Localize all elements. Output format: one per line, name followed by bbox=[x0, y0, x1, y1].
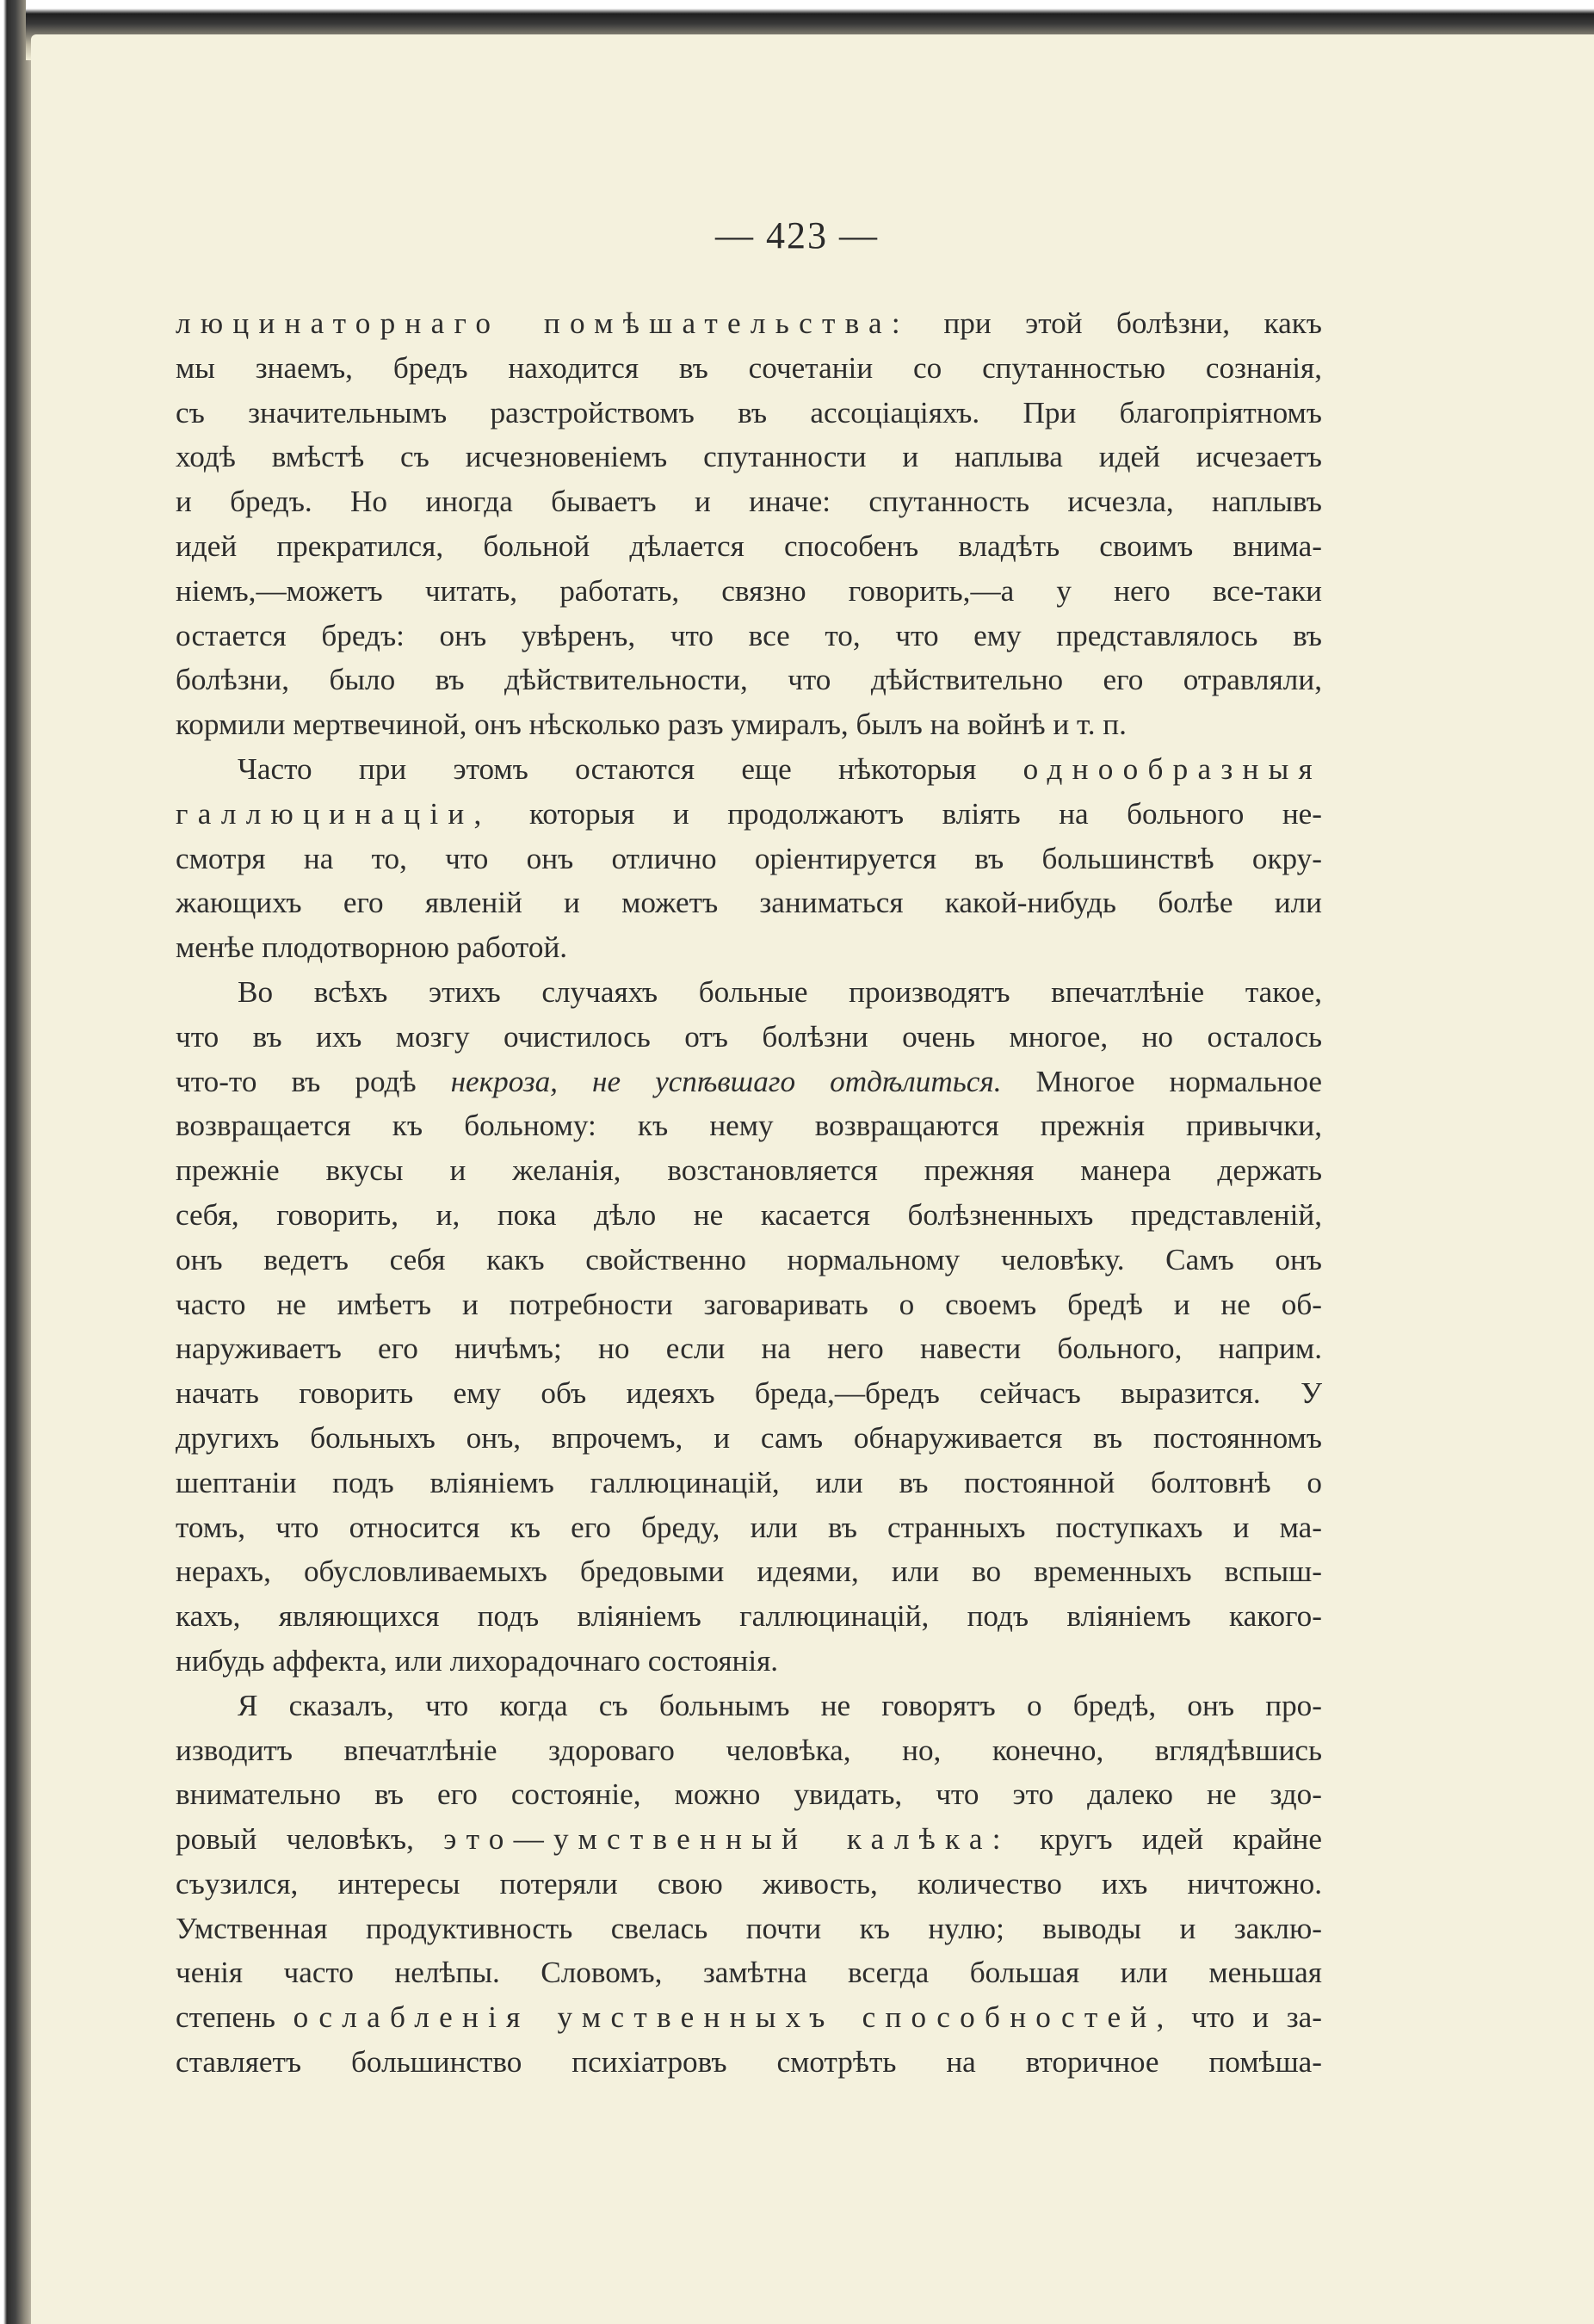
text-line bbox=[176, 1995, 1322, 2040]
spaced-emphasis: галлюцинаціи, bbox=[176, 796, 491, 831]
text-line bbox=[176, 1862, 1322, 1907]
text-run: съузился, интересы потеряли свою живость, количество ихъ ничтожно. bbox=[176, 1866, 1322, 1901]
text-line bbox=[176, 1238, 1322, 1283]
text-line bbox=[176, 1060, 1322, 1104]
text-line bbox=[176, 1772, 1322, 1817]
text-run: прежніе вкусы и желанія, возстановляется прежняя манера держать bbox=[176, 1153, 1322, 1188]
text-line bbox=[176, 1015, 1322, 1060]
text-line bbox=[176, 1684, 1322, 1728]
text-run: что въ ихъ мозгу очистилось отъ болѣзни очень многое, но осталось bbox=[176, 1019, 1322, 1054]
text-line bbox=[176, 435, 1322, 479]
text-run: шептаніи подъ вліяніемъ галлюцинацій, или въ постоянной болтовнѣ о bbox=[176, 1465, 1322, 1499]
text-line bbox=[176, 1148, 1322, 1193]
text-run: изводитъ впечатлѣніе здороваго человѣка, но, конечно, вглядѣвшись bbox=[176, 1733, 1322, 1767]
text-run: ставляетъ большинство психіатровъ смотрѣть на вторичное помѣша- bbox=[176, 2045, 1322, 2080]
text-run: ровый человѣкъ, bbox=[176, 1822, 444, 1857]
text-line bbox=[176, 658, 1322, 702]
text-run: Умственная продуктивность свелась почти къ нулю; выводы и заклю- bbox=[176, 1911, 1322, 1945]
text-run: возвращается къ больному: къ нему возвращаются прежнія привычки, bbox=[176, 1109, 1322, 1143]
text-line bbox=[176, 1817, 1322, 1862]
text-run: при этой болѣзни, какъ bbox=[909, 306, 1322, 340]
italic-phrase: некроза, не успѣвшаго отдѣлиться. bbox=[450, 1064, 1002, 1098]
book-spine-shadow bbox=[0, 0, 34, 2324]
text-run: Часто при этомъ остаются еще нѣкоторыя bbox=[238, 751, 1023, 786]
text-run: Во всѣхъ этихъ случаяхъ больные производятъ впечатлѣніе такое, bbox=[238, 974, 1322, 1009]
text-run: менѣе плодотворною работой. bbox=[176, 930, 568, 965]
text-line bbox=[176, 1907, 1322, 1951]
text-run: что-то въ родѣ bbox=[176, 1064, 451, 1098]
text-line bbox=[176, 569, 1322, 614]
text-run: мы знаемъ, бредъ находится въ сочетаніи со спутанностью сознанія, bbox=[176, 350, 1322, 385]
text-line bbox=[176, 1950, 1322, 1995]
text-line bbox=[176, 391, 1322, 436]
text-run: себя, говорить, и, пока дѣло не касается болѣзненныхъ представленій, bbox=[176, 1197, 1322, 1232]
text-line bbox=[176, 1416, 1322, 1461]
text-run: ченія часто нелѣпы. Словомъ, замѣтна всегда большая или меньшая bbox=[176, 1956, 1322, 1990]
text-run: другихъ больныхъ онъ, впрочемъ, и самъ обнаруживается въ постоянномъ bbox=[176, 1420, 1322, 1455]
text-run: болѣзни, было въ дѣйствительности, что дѣйствительно его отравляли, bbox=[176, 663, 1322, 697]
text-line bbox=[176, 1103, 1322, 1148]
text-run: степень bbox=[176, 2000, 293, 2035]
text-line bbox=[176, 301, 1322, 346]
text-run: внимательно въ его состояніе, можно увидать, что это далеко не здо- bbox=[176, 1777, 1322, 1812]
text-line bbox=[176, 1505, 1322, 1550]
text-run: Многое нормальное bbox=[1001, 1064, 1322, 1098]
text-run: начать говорить ему объ идеяхъ бреда,—бредъ сейчасъ выразится. У bbox=[176, 1376, 1322, 1411]
text-line bbox=[176, 702, 1322, 747]
text-line bbox=[176, 614, 1322, 658]
text-line bbox=[176, 925, 1322, 970]
text-run: которыя и продолжаютъ вліять на больного не- bbox=[491, 796, 1322, 831]
spaced-emphasis: ослабленія умственныхъ способностей, bbox=[293, 2000, 1174, 2035]
text-line bbox=[176, 2040, 1322, 2085]
text-run: смотря на то, что онъ отлично оріентируется въ большинствѣ окру- bbox=[176, 841, 1322, 875]
text-run: съ значительнымъ разстройствомъ въ ассоціаціяхъ. При благопріятномъ bbox=[176, 395, 1322, 430]
text-line bbox=[176, 792, 1322, 837]
text-line bbox=[176, 1326, 1322, 1371]
text-run: нибудь аффекта, или лихорадочнаго состоянія. bbox=[176, 1643, 779, 1678]
text-line bbox=[176, 1283, 1322, 1327]
text-run: Я сказалъ, что когда съ больнымъ не говорятъ о бредѣ, онъ про- bbox=[238, 1688, 1322, 1722]
text-line bbox=[176, 1594, 1322, 1639]
text-run: часто не имѣетъ и потребности заговаривать о своемъ бредѣ и не об- bbox=[176, 1287, 1322, 1321]
text-line bbox=[176, 1639, 1322, 1684]
text-line bbox=[176, 1728, 1322, 1773]
text-line bbox=[176, 970, 1322, 1015]
spaced-emphasis: люцинаторнаго помѣшательства: bbox=[176, 306, 910, 340]
text-run: онъ ведетъ себя какъ свойственно нормальному человѣку. Самъ онъ bbox=[176, 1242, 1322, 1276]
text-line bbox=[176, 1371, 1322, 1416]
text-run: ходѣ вмѣстѣ съ исчезновеніемъ спутанности и наплыва идей исчезаетъ bbox=[176, 440, 1322, 474]
page-number: — 423 — bbox=[715, 214, 879, 257]
body-text bbox=[176, 301, 1322, 2085]
text-run: жающихъ его явленій и можетъ заниматься какой-нибудь болѣе или bbox=[176, 886, 1322, 920]
text-line bbox=[176, 479, 1322, 524]
text-run: наруживаетъ его ничѣмъ; но если на него навести больного, наприм. bbox=[176, 1332, 1322, 1366]
text-run: томъ, что относится къ его бреду, или въ странныхъ поступкахъ и ма- bbox=[176, 1510, 1322, 1544]
text-run: кахъ, являющихся подъ вліяніемъ галлюцинацій, подъ вліяніемъ какого- bbox=[176, 1599, 1322, 1634]
spaced-emphasis: однообразныя bbox=[1023, 751, 1322, 786]
text-line bbox=[176, 1193, 1322, 1238]
text-line bbox=[176, 747, 1322, 792]
text-run: ніемъ,—можетъ читать, работать, связно говорить,—а у него все-таки bbox=[176, 573, 1322, 608]
text-run: нерахъ, обусловливаемыхъ бредовыми идеями, или во временныхъ вспыш- bbox=[176, 1554, 1322, 1589]
text-line bbox=[176, 1549, 1322, 1594]
text-line bbox=[176, 837, 1322, 881]
spaced-emphasis: это—умственный калѣка: bbox=[443, 1822, 1010, 1857]
text-line bbox=[176, 881, 1322, 925]
text-run: и бредъ. Но иногда бываетъ и иначе: спутанность исчезла, наплывъ bbox=[176, 485, 1322, 519]
text-run: остается бредъ: онъ увѣренъ, что все то, что ему представлялось въ bbox=[176, 618, 1322, 652]
text-run: кругъ идей крайне bbox=[1010, 1822, 1322, 1857]
text-run: кормили мертвечиной, онъ нѣсколько разъ умиралъ, былъ на войнѣ и т. п. bbox=[176, 708, 1127, 742]
text-run: идей прекратился, больной дѣлается способенъ владѣть своимъ внима- bbox=[176, 528, 1322, 563]
text-line bbox=[176, 1461, 1322, 1505]
text-line bbox=[176, 524, 1322, 569]
text-line bbox=[176, 346, 1322, 391]
text-run: что и за- bbox=[1173, 2000, 1322, 2035]
